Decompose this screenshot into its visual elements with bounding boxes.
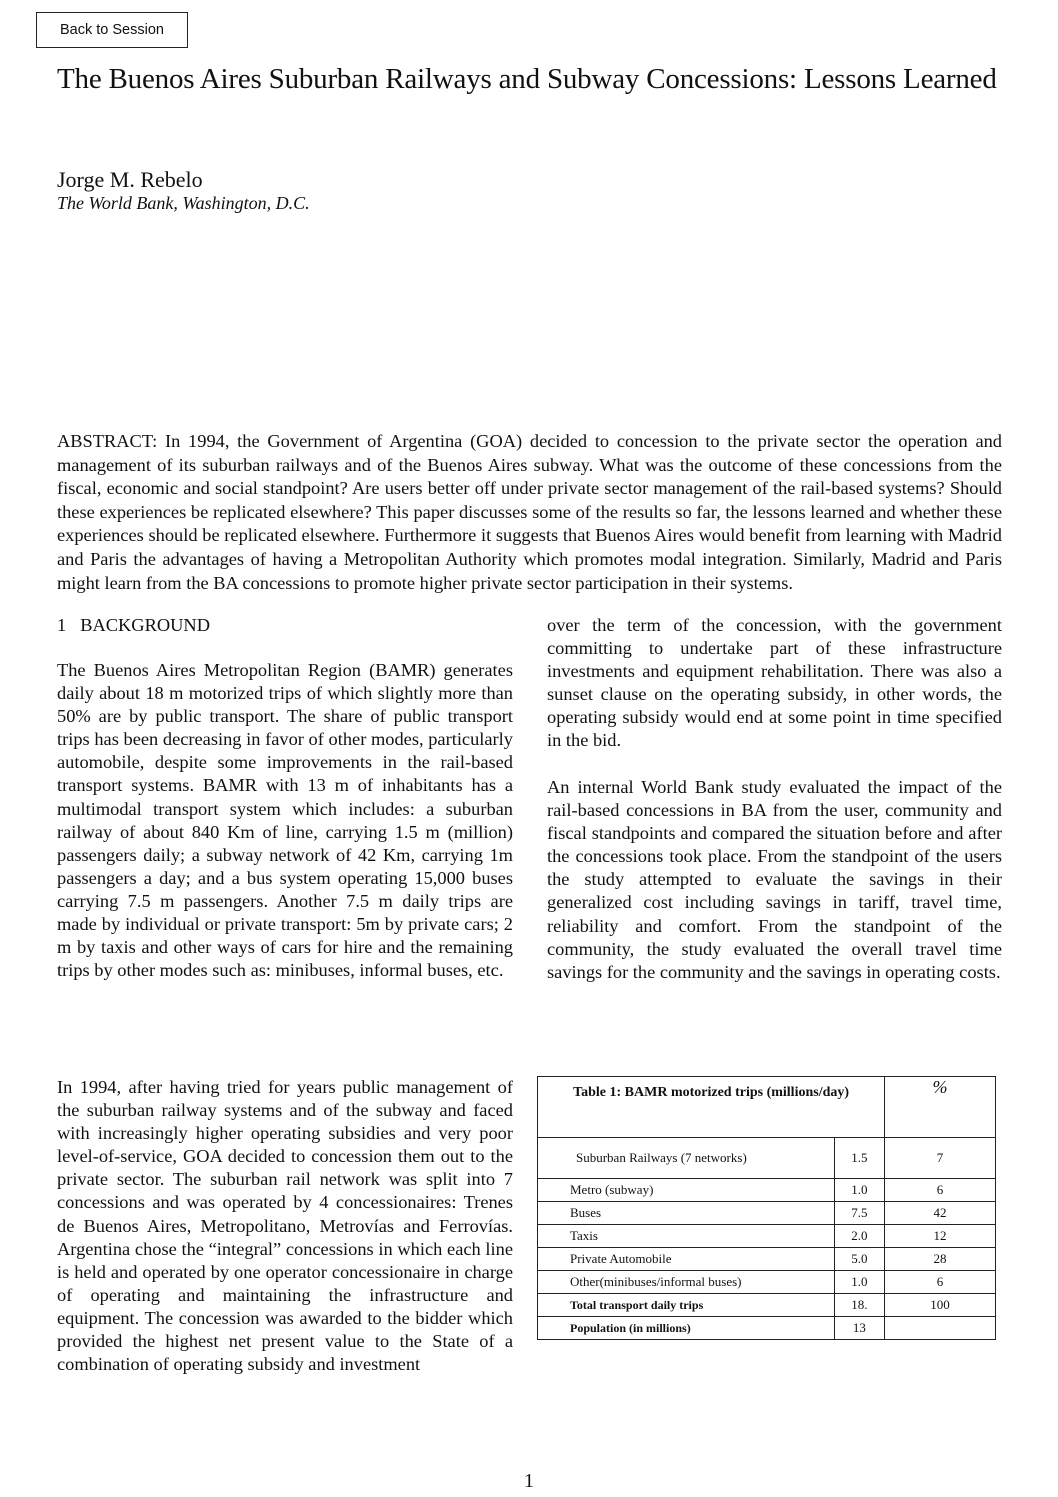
author-name: Jorge M. Rebelo: [57, 167, 203, 192]
row-value: 13: [834, 1317, 884, 1340]
row-label: Metro (subway): [538, 1179, 835, 1202]
table-header-row: [538, 1077, 996, 1138]
page-number: 1: [524, 1470, 534, 1492]
paragraph: An internal World Bank study evaluated the impact of the rail-based concessions in BA from the user, community and fiscal standpoints and compared the situation before and after the concessions took place. From the standpoint of the users the study attempted to evaluate the savings in their generalized cost including savings in tariff, travel time, reliability and comfort. From the standpoint of the community, the study evaluated the overall travel time savings for the community and the savings in operating costs.: [547, 777, 1002, 982]
back-to-session-button[interactable]: Back to Session: [36, 12, 188, 48]
row-label: Population (in millions): [538, 1317, 835, 1340]
row-pct: [885, 1317, 996, 1340]
table-pct-header: %: [885, 1077, 996, 1138]
row-value: 1.5: [834, 1138, 884, 1179]
table-bamr-trips: [537, 1076, 996, 1340]
row-pct: 28: [885, 1248, 996, 1271]
author-affiliation: The World Bank, Washington, D.C.: [57, 193, 310, 213]
table-row: [538, 1317, 996, 1340]
row-value: 2.0: [834, 1225, 884, 1248]
row-value: 1.0: [834, 1271, 884, 1294]
row-label: Buses: [538, 1202, 835, 1225]
row-pct: 100: [885, 1294, 996, 1317]
row-pct: 12: [885, 1225, 996, 1248]
row-value: 18.: [834, 1294, 884, 1317]
row-label: Suburban Railways (7 networks): [538, 1138, 835, 1179]
row-label: Private Automobile: [538, 1248, 835, 1271]
section-number: 1: [57, 615, 67, 635]
row-pct: 7: [885, 1138, 996, 1179]
paragraph: The Buenos Aires Metropolitan Region (BAMR) generates daily about 18 m motorized trips of which slightly more than 50% are by public transport. The share of public transport trips has been decreasing in favor of other modes, particularly automobile, despite some improvements in the rail-based transport systems. BAMR with 13 m of inhabitants has a multimodal transport system which includes: a suburban railway of about 840 Km of line, carrying 1.5 m (million) passengers daily; a subway network of 42 Km, carrying 1m passengers a day; and a bus system operating 15,000 buses carrying 7.5 m passengers. Another 7.5 m daily trips are made by individual or private transport: 5m by private cars; 2 m by taxis and other ways of cars for hire and the remaining trips by other modes such as: minibuses, informal buses, etc.: [57, 660, 513, 981]
abstract: ABSTRACT: In 1994, the Government of Argentina (GOA) decided to concession to the private sector the operation and management of its suburban railways and of the Buenos Aires subway. What was the outcome of these concessions from the fiscal, economic and social standpoint? Are users better off under private sector management of the rail-based systems? Should these experiences be replicated elsewhere? This paper discusses some of the results so far, the lessons learned and whether these experiences should be replicated elsewhere. Furthermore it suggests that Buenos Aires would benefit from learning with Madrid and Paris the advantages of having a Metropolitan Authority which promotes modal integration. Similarly, Madrid and Paris might learn from the BA concessions to promote higher private sector participation in their systems.: [57, 431, 1002, 593]
left-column-paragraph-1: [57, 659, 513, 982]
table-row: [538, 1179, 996, 1202]
table-row: [538, 1225, 996, 1248]
row-value: 7.5: [834, 1202, 884, 1225]
row-label: Taxis: [538, 1225, 835, 1248]
row-value: 1.0: [834, 1179, 884, 1202]
table-row: [538, 1294, 996, 1317]
row-value: 5.0: [834, 1248, 884, 1271]
table-row: [538, 1248, 996, 1271]
right-column-paragraph-1: [547, 614, 1002, 753]
paragraph: over the term of the concession, with the government committing to undertake part of these infrastructure investments and equipment rehabilitation. There was also a sunset clause on the operating subsidy, in other words, the operating subsidy would end at some point in time specified in the bid.: [547, 615, 1002, 751]
row-pct: 6: [885, 1271, 996, 1294]
table-row: [538, 1138, 996, 1179]
section-heading: [57, 614, 210, 637]
paper-title: The Buenos Aires Suburban Railways and Subway Concessions: Lessons Learned: [57, 63, 997, 95]
left-column-paragraph-2: [57, 1076, 513, 1376]
right-column-paragraph-2: [547, 776, 1002, 984]
table-title: Table 1: BAMR motorized trips (millions/day): [538, 1077, 885, 1138]
row-label: Other(minibuses/informal buses): [538, 1271, 835, 1294]
table-row: [538, 1202, 996, 1225]
row-label: Total transport daily trips: [538, 1294, 835, 1317]
row-pct: 42: [885, 1202, 996, 1225]
row-pct: 6: [885, 1179, 996, 1202]
table-row: [538, 1271, 996, 1294]
section-title: BACKGROUND: [80, 615, 210, 635]
paragraph: In 1994, after having tried for years public management of the suburban railway systems and of the subway and faced with increasingly higher operating subsidies and very poor level-of-service, GOA decided to concession them out to the private sector. The suburban rail network was split into 7 concessions and was operated by 4 concessionaires: Trenes de Buenos Aires, Metropolitano, Metrovías and Ferrovías. Argentina chose the “integral” concessions in which each line is held and operated by one operator concessionaire in charge of operating and maintaining the infrastructure and equipment. The concession was awarded to the bidder which provided the highest net present value to the State of a combination of operating subsidy and investment: [57, 1077, 513, 1375]
